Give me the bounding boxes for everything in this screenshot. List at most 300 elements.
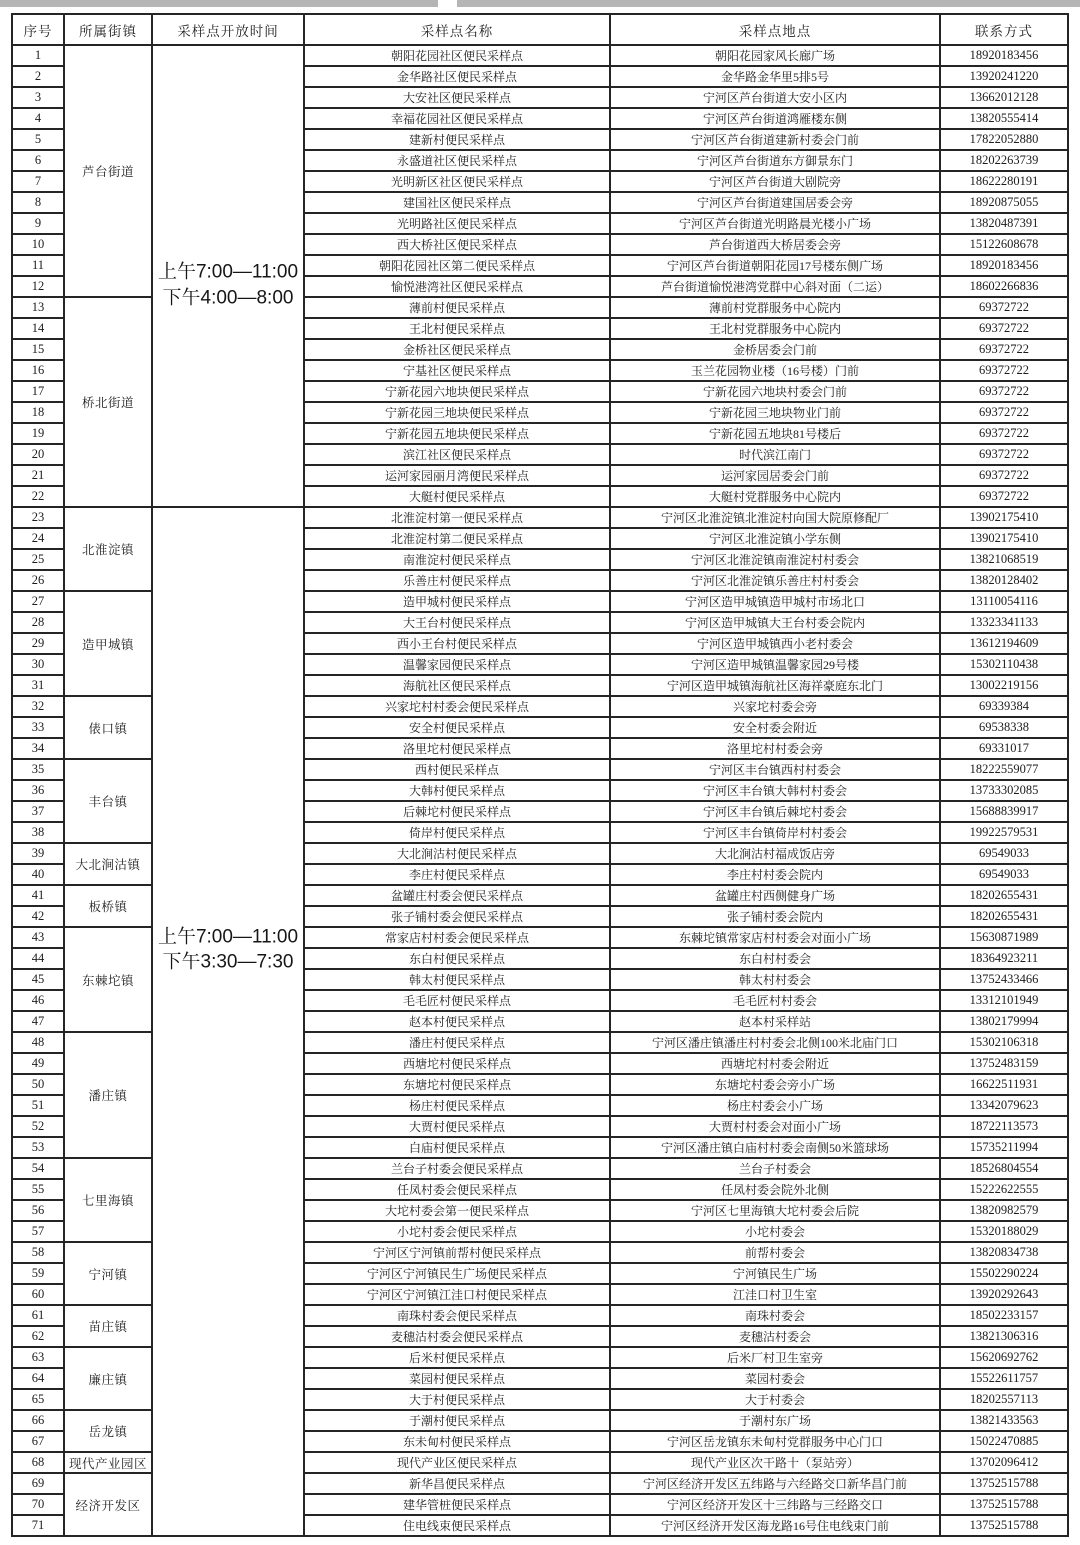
contact-phone-cell: 18526804554 bbox=[940, 1158, 1068, 1179]
row-number-cell: 22 bbox=[12, 486, 64, 507]
contact-phone-cell: 69372722 bbox=[940, 465, 1068, 486]
contact-phone-cell: 69331017 bbox=[940, 738, 1068, 759]
sampling-point-location-cell: 玉兰花园物业楼（16号楼）门前 bbox=[610, 360, 940, 381]
sampling-point-name-cell: 金桥社区便民采样点 bbox=[304, 339, 610, 360]
contact-phone-cell: 69372722 bbox=[940, 486, 1068, 507]
sampling-point-location-cell: 任凤村委会院外北侧 bbox=[610, 1179, 940, 1200]
sampling-point-name-cell: 韩太村便民采样点 bbox=[304, 969, 610, 990]
sampling-point-location-cell: 宁河区造甲城镇温馨家园29号楼 bbox=[610, 654, 940, 675]
sampling-point-name-cell: 白庙村便民采样点 bbox=[304, 1137, 610, 1158]
row-number-cell: 67 bbox=[12, 1431, 64, 1452]
sampling-point-location-cell: 盆罐庄村西侧健身广场 bbox=[610, 885, 940, 906]
sampling-point-name-cell: 洛里坨村便民采样点 bbox=[304, 738, 610, 759]
row-number-cell: 50 bbox=[12, 1074, 64, 1095]
row-number-cell: 40 bbox=[12, 864, 64, 885]
contact-phone-cell: 18502233157 bbox=[940, 1305, 1068, 1326]
row-number-cell: 5 bbox=[12, 129, 64, 150]
contact-phone-cell: 13612194609 bbox=[940, 633, 1068, 654]
top-edge-segment-right bbox=[457, 0, 1080, 7]
contact-phone-cell: 18920183456 bbox=[940, 45, 1068, 66]
town-cell: 苗庄镇 bbox=[64, 1305, 152, 1347]
contact-phone-cell: 15502290224 bbox=[940, 1263, 1068, 1284]
row-number-cell: 36 bbox=[12, 780, 64, 801]
sampling-point-location-cell: 宁河区经济开发区十三纬路与三经路交口 bbox=[610, 1494, 940, 1515]
contact-phone-cell: 13752515788 bbox=[940, 1494, 1068, 1515]
contact-phone-cell: 18622280191 bbox=[940, 171, 1068, 192]
town-cell: 东棘坨镇 bbox=[64, 927, 152, 1032]
town-cell: 丰台镇 bbox=[64, 759, 152, 843]
row-number-cell: 13 bbox=[12, 297, 64, 318]
sampling-point-location-cell: 小坨村委会 bbox=[610, 1221, 940, 1242]
sampling-point-location-cell: 宁河区丰台镇西村村委会 bbox=[610, 759, 940, 780]
sampling-points-table bbox=[11, 13, 1069, 1537]
town-cell: 大北涧沽镇 bbox=[64, 843, 152, 885]
row-number-cell: 56 bbox=[12, 1200, 64, 1221]
column-header-3: 采样点名称 bbox=[304, 14, 610, 45]
row-number-cell: 41 bbox=[12, 885, 64, 906]
contact-phone-cell: 13702096412 bbox=[940, 1452, 1068, 1473]
sampling-point-location-cell: 东棘坨镇常家店村村委会对面小广场 bbox=[610, 927, 940, 948]
sampling-point-location-cell: 芦台街道愉悦港湾党群中心斜对面（二运） bbox=[610, 276, 940, 297]
row-number-cell: 32 bbox=[12, 696, 64, 717]
row-number-cell: 39 bbox=[12, 843, 64, 864]
column-header-0: 序号 bbox=[12, 14, 64, 45]
row-number-cell: 16 bbox=[12, 360, 64, 381]
sampling-point-name-cell: 王北村便民采样点 bbox=[304, 318, 610, 339]
sampling-point-name-cell: 小坨村委会便民采样点 bbox=[304, 1221, 610, 1242]
sampling-point-location-cell: 东白村村委会 bbox=[610, 948, 940, 969]
sampling-point-name-cell: 倚岸村便民采样点 bbox=[304, 822, 610, 843]
sampling-point-location-cell: 朝阳花园家风长廊广场 bbox=[610, 45, 940, 66]
sampling-point-location-cell: 宁河镇民生广场 bbox=[610, 1263, 940, 1284]
contact-phone-cell: 13342079623 bbox=[940, 1095, 1068, 1116]
row-number-cell: 66 bbox=[12, 1410, 64, 1431]
sampling-point-name-cell: 幸福花园社区便民采样点 bbox=[304, 108, 610, 129]
opening-time-text bbox=[153, 260, 303, 311]
contact-phone-cell: 13110054116 bbox=[940, 591, 1068, 612]
row-number-cell: 48 bbox=[12, 1032, 64, 1053]
contact-phone-cell: 69372722 bbox=[940, 318, 1068, 339]
sampling-point-name-cell: 杨庄村便民采样点 bbox=[304, 1095, 610, 1116]
contact-phone-cell: 69372722 bbox=[940, 423, 1068, 444]
contact-phone-cell: 15302110438 bbox=[940, 654, 1068, 675]
contact-phone-cell: 13752433466 bbox=[940, 969, 1068, 990]
sampling-point-location-cell: 宁新花园三地块物业门前 bbox=[610, 402, 940, 423]
sampling-point-name-cell: 建国社区便民采样点 bbox=[304, 192, 610, 213]
sampling-point-name-cell: 宁新花园三地块便民采样点 bbox=[304, 402, 610, 423]
contact-phone-cell: 18202655431 bbox=[940, 906, 1068, 927]
contact-phone-cell: 69549033 bbox=[940, 843, 1068, 864]
town-cell: 宁河镇 bbox=[64, 1242, 152, 1305]
sampling-point-name-cell: 北淮淀村第一便民采样点 bbox=[304, 507, 610, 528]
row-number-cell: 69 bbox=[12, 1473, 64, 1494]
row-number-cell: 15 bbox=[12, 339, 64, 360]
sampling-point-location-cell: 金桥居委会门前 bbox=[610, 339, 940, 360]
sampling-point-name-cell: 宁新花园六地块便民采样点 bbox=[304, 381, 610, 402]
row-number-cell: 19 bbox=[12, 423, 64, 444]
row-number-cell: 20 bbox=[12, 444, 64, 465]
sampling-point-name-cell: 建华管桩便民采样点 bbox=[304, 1494, 610, 1515]
row-number-cell: 17 bbox=[12, 381, 64, 402]
row-number-cell: 37 bbox=[12, 801, 64, 822]
row-number-cell: 64 bbox=[12, 1368, 64, 1389]
sampling-point-location-cell: 王北村党群服务中心院内 bbox=[610, 318, 940, 339]
sampling-point-name-cell: 北淮淀村第二便民采样点 bbox=[304, 528, 610, 549]
header-row bbox=[12, 14, 1068, 45]
town-cell: 北淮淀镇 bbox=[64, 507, 152, 591]
sampling-point-name-cell: 大坨村委会第一便民采样点 bbox=[304, 1200, 610, 1221]
contact-phone-cell: 13920292643 bbox=[940, 1284, 1068, 1305]
top-edge-artifact bbox=[0, 0, 1080, 7]
sampling-point-name-cell: 大韩村便民采样点 bbox=[304, 780, 610, 801]
row-number-cell: 65 bbox=[12, 1389, 64, 1410]
sampling-point-location-cell: 宁河区岳龙镇东未甸村党群服务中心门口 bbox=[610, 1431, 940, 1452]
sampling-point-name-cell: 兰台子村委会便民采样点 bbox=[304, 1158, 610, 1179]
sampling-point-location-cell: 薄前村党群服务中心院内 bbox=[610, 297, 940, 318]
town-cell: 造甲城镇 bbox=[64, 591, 152, 696]
row-number-cell: 68 bbox=[12, 1452, 64, 1473]
sampling-point-location-cell: 大艇村党群服务中心院内 bbox=[610, 486, 940, 507]
row-number-cell: 46 bbox=[12, 990, 64, 1011]
row-number-cell: 51 bbox=[12, 1095, 64, 1116]
sampling-point-name-cell: 海航社区便民采样点 bbox=[304, 675, 610, 696]
sampling-point-name-cell: 乐善庄村便民采样点 bbox=[304, 570, 610, 591]
contact-phone-cell: 13821433563 bbox=[940, 1410, 1068, 1431]
contact-phone-cell: 15620692762 bbox=[940, 1347, 1068, 1368]
sampling-point-name-cell: 光明新区社区便民采样点 bbox=[304, 171, 610, 192]
row-number-cell: 18 bbox=[12, 402, 64, 423]
sampling-point-name-cell: 造甲城村便民采样点 bbox=[304, 591, 610, 612]
row-number-cell: 60 bbox=[12, 1284, 64, 1305]
sampling-point-name-cell: 盆罐庄村委会便民采样点 bbox=[304, 885, 610, 906]
contact-phone-cell: 13821068519 bbox=[940, 549, 1068, 570]
town-cell: 现代产业园区 bbox=[64, 1452, 152, 1473]
contact-phone-cell: 13752515788 bbox=[940, 1473, 1068, 1494]
row-number-cell: 62 bbox=[12, 1326, 64, 1347]
opening-time-am: 上午7:00—11:00 bbox=[157, 261, 299, 283]
row-number-cell: 9 bbox=[12, 213, 64, 234]
sampling-point-location-cell: 现代产业区次干路十（泵站旁） bbox=[610, 1452, 940, 1473]
contact-phone-cell: 13752515788 bbox=[940, 1515, 1068, 1536]
contact-phone-cell: 13920241220 bbox=[940, 66, 1068, 87]
contact-phone-cell: 69372722 bbox=[940, 339, 1068, 360]
sampling-point-location-cell: 东塘坨村委会旁小广场 bbox=[610, 1074, 940, 1095]
town-cell: 桥北街道 bbox=[64, 297, 152, 507]
row-number-cell: 45 bbox=[12, 969, 64, 990]
sampling-point-name-cell: 东白村便民采样点 bbox=[304, 948, 610, 969]
row-number-cell: 23 bbox=[12, 507, 64, 528]
contact-phone-cell: 69372722 bbox=[940, 381, 1068, 402]
row-number-cell: 53 bbox=[12, 1137, 64, 1158]
sampling-point-name-cell: 朝阳花园社区第二便民采样点 bbox=[304, 255, 610, 276]
sampling-point-name-cell: 大安社区便民采样点 bbox=[304, 87, 610, 108]
row-number-cell: 49 bbox=[12, 1053, 64, 1074]
sampling-point-name-cell: 毛毛匠村便民采样点 bbox=[304, 990, 610, 1011]
row-number-cell: 4 bbox=[12, 108, 64, 129]
contact-phone-cell: 69372722 bbox=[940, 402, 1068, 423]
sampling-point-location-cell: 宁河区芦台街道朝阳花园17号楼东侧广场 bbox=[610, 255, 940, 276]
row-number-cell: 59 bbox=[12, 1263, 64, 1284]
contact-phone-cell: 18722113573 bbox=[940, 1116, 1068, 1137]
contact-phone-cell: 13820982579 bbox=[940, 1200, 1068, 1221]
contact-phone-cell: 13820128402 bbox=[940, 570, 1068, 591]
row-number-cell: 57 bbox=[12, 1221, 64, 1242]
row-number-cell: 27 bbox=[12, 591, 64, 612]
sampling-point-location-cell: 大于村委会 bbox=[610, 1389, 940, 1410]
sampling-point-location-cell: 于潮村东广场 bbox=[610, 1410, 940, 1431]
sampling-point-name-cell: 滨江社区便民采样点 bbox=[304, 444, 610, 465]
contact-phone-cell: 13662012128 bbox=[940, 87, 1068, 108]
contact-phone-cell: 18222559077 bbox=[940, 759, 1068, 780]
sampling-point-location-cell: 宁新花园六地块村委会门前 bbox=[610, 381, 940, 402]
sampling-point-name-cell: 宁基社区便民采样点 bbox=[304, 360, 610, 381]
sampling-point-name-cell: 赵本村便民采样点 bbox=[304, 1011, 610, 1032]
sampling-point-location-cell: 兴家坨村委会旁 bbox=[610, 696, 940, 717]
column-header-1: 所属街镇 bbox=[64, 14, 152, 45]
row-number-cell: 2 bbox=[12, 66, 64, 87]
opening-time-cell bbox=[152, 45, 304, 507]
sampling-point-location-cell: 赵本村采样站 bbox=[610, 1011, 940, 1032]
contact-phone-cell: 19922579531 bbox=[940, 822, 1068, 843]
column-header-4: 采样点地点 bbox=[610, 14, 940, 45]
contact-phone-cell: 13902175410 bbox=[940, 507, 1068, 528]
table-body bbox=[12, 45, 1068, 1536]
sampling-point-location-cell: 兰台子村委会 bbox=[610, 1158, 940, 1179]
town-cell: 岳龙镇 bbox=[64, 1410, 152, 1452]
sampling-point-location-cell: 李庄村村委会院内 bbox=[610, 864, 940, 885]
sampling-point-location-cell: 宁河区北淮淀镇乐善庄村村委会 bbox=[610, 570, 940, 591]
sampling-point-name-cell: 南淮淀村便民采样点 bbox=[304, 549, 610, 570]
contact-phone-cell: 15688839917 bbox=[940, 801, 1068, 822]
contact-phone-cell: 13002219156 bbox=[940, 675, 1068, 696]
sampling-point-name-cell: 西村便民采样点 bbox=[304, 759, 610, 780]
sampling-point-name-cell: 温馨家园便民采样点 bbox=[304, 654, 610, 675]
row-number-cell: 29 bbox=[12, 633, 64, 654]
sampling-point-location-cell: 江洼口村卫生室 bbox=[610, 1284, 940, 1305]
town-cell: 芦台街道 bbox=[64, 45, 152, 297]
contact-phone-cell: 13323341133 bbox=[940, 612, 1068, 633]
row-number-cell: 58 bbox=[12, 1242, 64, 1263]
town-cell: 板桥镇 bbox=[64, 885, 152, 927]
contact-phone-cell: 69372722 bbox=[940, 297, 1068, 318]
opening-time-am: 上午7:00—11:00 bbox=[157, 925, 299, 947]
sampling-point-location-cell: 杨庄村委会小广场 bbox=[610, 1095, 940, 1116]
sampling-point-name-cell: 宁新花园五地块便民采样点 bbox=[304, 423, 610, 444]
sampling-point-location-cell: 宁河区芦台街道东方御景东门 bbox=[610, 150, 940, 171]
row-number-cell: 47 bbox=[12, 1011, 64, 1032]
row-number-cell: 1 bbox=[12, 45, 64, 66]
row-number-cell: 11 bbox=[12, 255, 64, 276]
sampling-point-location-cell: 大北涧沽村福成饭店旁 bbox=[610, 843, 940, 864]
sampling-point-name-cell: 大贾村便民采样点 bbox=[304, 1116, 610, 1137]
sampling-point-name-cell: 金华路社区便民采样点 bbox=[304, 66, 610, 87]
row-number-cell: 25 bbox=[12, 549, 64, 570]
contact-phone-cell: 15122608678 bbox=[940, 234, 1068, 255]
row-number-cell: 31 bbox=[12, 675, 64, 696]
row-number-cell: 44 bbox=[12, 948, 64, 969]
sampling-point-location-cell: 宁河区芦台街道鸿雁楼东侧 bbox=[610, 108, 940, 129]
sampling-point-location-cell: 宁河区丰台镇后棘坨村委会 bbox=[610, 801, 940, 822]
top-edge-segment-left bbox=[0, 0, 438, 7]
column-header-2: 采样点开放时间 bbox=[152, 14, 304, 45]
sampling-point-name-cell: 西塘坨村便民采样点 bbox=[304, 1053, 610, 1074]
contact-phone-cell: 13802179994 bbox=[940, 1011, 1068, 1032]
row-number-cell: 10 bbox=[12, 234, 64, 255]
column-header-5: 联系方式 bbox=[940, 14, 1068, 45]
town-cell: 俵口镇 bbox=[64, 696, 152, 759]
sampling-point-name-cell: 张子铺村委会便民采样点 bbox=[304, 906, 610, 927]
opening-time-text bbox=[153, 924, 303, 975]
sampling-point-location-cell: 洛里坨村村委会旁 bbox=[610, 738, 940, 759]
opening-time-pm: 下午3:30—7:30 bbox=[162, 951, 294, 973]
table-row bbox=[12, 45, 1068, 66]
sampling-point-location-cell: 运河家园居委会门前 bbox=[610, 465, 940, 486]
contact-phone-cell: 18202655431 bbox=[940, 885, 1068, 906]
sampling-point-name-cell: 后米村便民采样点 bbox=[304, 1347, 610, 1368]
contact-phone-cell: 69538338 bbox=[940, 717, 1068, 738]
row-number-cell: 26 bbox=[12, 570, 64, 591]
contact-phone-cell: 18202557113 bbox=[940, 1389, 1068, 1410]
sampling-point-location-cell: 芦台街道西大桥居委会旁 bbox=[610, 234, 940, 255]
sampling-point-name-cell: 建新村便民采样点 bbox=[304, 129, 610, 150]
sampling-point-name-cell: 菜园村便民采样点 bbox=[304, 1368, 610, 1389]
contact-phone-cell: 16622511931 bbox=[940, 1074, 1068, 1095]
contact-phone-cell: 18364923211 bbox=[940, 948, 1068, 969]
sampling-point-location-cell: 宁河区经济开发区海龙路16号住电线束门前 bbox=[610, 1515, 940, 1536]
sampling-point-name-cell: 李庄村便民采样点 bbox=[304, 864, 610, 885]
row-number-cell: 28 bbox=[12, 612, 64, 633]
sampling-point-name-cell: 大艇村便民采样点 bbox=[304, 486, 610, 507]
contact-phone-cell: 13820555414 bbox=[940, 108, 1068, 129]
sampling-point-location-cell: 宁河区造甲城镇西小老村委会 bbox=[610, 633, 940, 654]
row-number-cell: 34 bbox=[12, 738, 64, 759]
sampling-point-location-cell: 西塘坨村村委会附近 bbox=[610, 1053, 940, 1074]
sampling-point-name-cell: 安全村便民采样点 bbox=[304, 717, 610, 738]
row-number-cell: 38 bbox=[12, 822, 64, 843]
contact-phone-cell: 17822052880 bbox=[940, 129, 1068, 150]
sampling-point-location-cell: 宁河区造甲城镇海航社区海祥豪庭东北门 bbox=[610, 675, 940, 696]
contact-phone-cell: 69549033 bbox=[940, 864, 1068, 885]
sampling-point-location-cell: 前帮村委会 bbox=[610, 1242, 940, 1263]
row-number-cell: 14 bbox=[12, 318, 64, 339]
row-number-cell: 55 bbox=[12, 1179, 64, 1200]
contact-phone-cell: 15320188029 bbox=[940, 1221, 1068, 1242]
sampling-point-name-cell: 东塘坨村便民采样点 bbox=[304, 1074, 610, 1095]
contact-phone-cell: 13820487391 bbox=[940, 213, 1068, 234]
sampling-point-name-cell: 后棘坨村便民采样点 bbox=[304, 801, 610, 822]
row-number-cell: 70 bbox=[12, 1494, 64, 1515]
sampling-point-location-cell: 宁河区丰台镇大韩村村委会 bbox=[610, 780, 940, 801]
sampling-point-name-cell: 宁河区宁河镇前帮村便民采样点 bbox=[304, 1242, 610, 1263]
contact-phone-cell: 15735211994 bbox=[940, 1137, 1068, 1158]
sampling-point-location-cell: 宁河区经济开发区五纬路与六经路交口新华昌门前 bbox=[610, 1473, 940, 1494]
sampling-point-name-cell: 住电线束便民采样点 bbox=[304, 1515, 610, 1536]
row-number-cell: 54 bbox=[12, 1158, 64, 1179]
town-cell: 廉庄镇 bbox=[64, 1347, 152, 1410]
row-number-cell: 42 bbox=[12, 906, 64, 927]
opening-time-cell bbox=[152, 507, 304, 1536]
town-cell: 潘庄镇 bbox=[64, 1032, 152, 1158]
sampling-point-name-cell: 大北涧沽村便民采样点 bbox=[304, 843, 610, 864]
sampling-point-name-cell: 东未甸村便民采样点 bbox=[304, 1431, 610, 1452]
sampling-point-name-cell: 运河家园丽月湾便民采样点 bbox=[304, 465, 610, 486]
table-row bbox=[12, 507, 1068, 528]
row-number-cell: 71 bbox=[12, 1515, 64, 1536]
row-number-cell: 35 bbox=[12, 759, 64, 780]
table-header bbox=[12, 14, 1068, 45]
row-number-cell: 52 bbox=[12, 1116, 64, 1137]
sampling-point-location-cell: 宁河区北淮淀镇北淮淀村向国大院原修配厂 bbox=[610, 507, 940, 528]
opening-time-pm: 下午4:00—8:00 bbox=[162, 287, 294, 309]
sampling-point-location-cell: 时代滨江南门 bbox=[610, 444, 940, 465]
sampling-point-location-cell: 宁河区芦台街道建新村委会门前 bbox=[610, 129, 940, 150]
sampling-point-name-cell: 于潮村便民采样点 bbox=[304, 1410, 610, 1431]
contact-phone-cell: 15522611757 bbox=[940, 1368, 1068, 1389]
row-number-cell: 43 bbox=[12, 927, 64, 948]
sampling-point-name-cell: 光明路社区便民采样点 bbox=[304, 213, 610, 234]
contact-phone-cell: 69372722 bbox=[940, 444, 1068, 465]
contact-phone-cell: 18602266836 bbox=[940, 276, 1068, 297]
sampling-point-name-cell: 现代产业区便民采样点 bbox=[304, 1452, 610, 1473]
sampling-point-location-cell: 宁河区潘庄镇潘庄村村委会北侧100米北庙门口 bbox=[610, 1032, 940, 1053]
sampling-point-location-cell: 张子铺村委会院内 bbox=[610, 906, 940, 927]
sampling-point-location-cell: 宁河区七里海镇大坨村委会后院 bbox=[610, 1200, 940, 1221]
sampling-point-name-cell: 常家店村村委会便民采样点 bbox=[304, 927, 610, 948]
sampling-point-location-cell: 宁河区造甲城镇造甲城村市场北口 bbox=[610, 591, 940, 612]
sampling-point-location-cell: 宁新花园五地块81号楼后 bbox=[610, 423, 940, 444]
sampling-point-name-cell: 大于村便民采样点 bbox=[304, 1389, 610, 1410]
sampling-point-location-cell: 韩太村村委会 bbox=[610, 969, 940, 990]
sampling-point-location-cell: 麦穗沽村委会 bbox=[610, 1326, 940, 1347]
sampling-point-name-cell: 西小王台村便民采样点 bbox=[304, 633, 610, 654]
sampling-point-name-cell: 愉悦港湾社区便民采样点 bbox=[304, 276, 610, 297]
row-number-cell: 21 bbox=[12, 465, 64, 486]
sampling-point-name-cell: 新华昌便民采样点 bbox=[304, 1473, 610, 1494]
sampling-point-location-cell: 宁河区丰台镇倚岸村村委会 bbox=[610, 822, 940, 843]
sampling-point-name-cell: 大王台村便民采样点 bbox=[304, 612, 610, 633]
sampling-point-location-cell: 宁河区北淮淀镇小学东侧 bbox=[610, 528, 940, 549]
contact-phone-cell: 15630871989 bbox=[940, 927, 1068, 948]
row-number-cell: 33 bbox=[12, 717, 64, 738]
sampling-point-location-cell: 宁河区芦台街道大剧院旁 bbox=[610, 171, 940, 192]
sampling-point-location-cell: 宁河区芦台街道光明路晨光楼小广场 bbox=[610, 213, 940, 234]
row-number-cell: 61 bbox=[12, 1305, 64, 1326]
town-cell: 经济开发区 bbox=[64, 1473, 152, 1536]
contact-phone-cell: 13902175410 bbox=[940, 528, 1068, 549]
contact-phone-cell: 18920875055 bbox=[940, 192, 1068, 213]
contact-phone-cell: 13733302085 bbox=[940, 780, 1068, 801]
sampling-point-location-cell: 金华路金华里5排5号 bbox=[610, 66, 940, 87]
sampling-point-location-cell: 宁河区潘庄镇白庙村村委会南侧50米篮球场 bbox=[610, 1137, 940, 1158]
contact-phone-cell: 15302106318 bbox=[940, 1032, 1068, 1053]
contact-phone-cell: 13821306316 bbox=[940, 1326, 1068, 1347]
row-number-cell: 24 bbox=[12, 528, 64, 549]
sampling-point-location-cell: 宁河区北淮淀镇南淮淀村村委会 bbox=[610, 549, 940, 570]
row-number-cell: 30 bbox=[12, 654, 64, 675]
contact-phone-cell: 18202263739 bbox=[940, 150, 1068, 171]
sampling-points-table-wrap bbox=[0, 11, 1080, 1541]
sampling-point-name-cell: 宁河区宁河镇江洼口村便民采样点 bbox=[304, 1284, 610, 1305]
sampling-point-name-cell: 宁河区宁河镇民生广场便民采样点 bbox=[304, 1263, 610, 1284]
sampling-point-location-cell: 毛毛匠村村委会 bbox=[610, 990, 940, 1011]
row-number-cell: 63 bbox=[12, 1347, 64, 1368]
sampling-point-location-cell: 宁河区芦台街道建国居委会旁 bbox=[610, 192, 940, 213]
sampling-point-name-cell: 潘庄村便民采样点 bbox=[304, 1032, 610, 1053]
contact-phone-cell: 15022470885 bbox=[940, 1431, 1068, 1452]
contact-phone-cell: 13820834738 bbox=[940, 1242, 1068, 1263]
contact-phone-cell: 13752483159 bbox=[940, 1053, 1068, 1074]
row-number-cell: 3 bbox=[12, 87, 64, 108]
